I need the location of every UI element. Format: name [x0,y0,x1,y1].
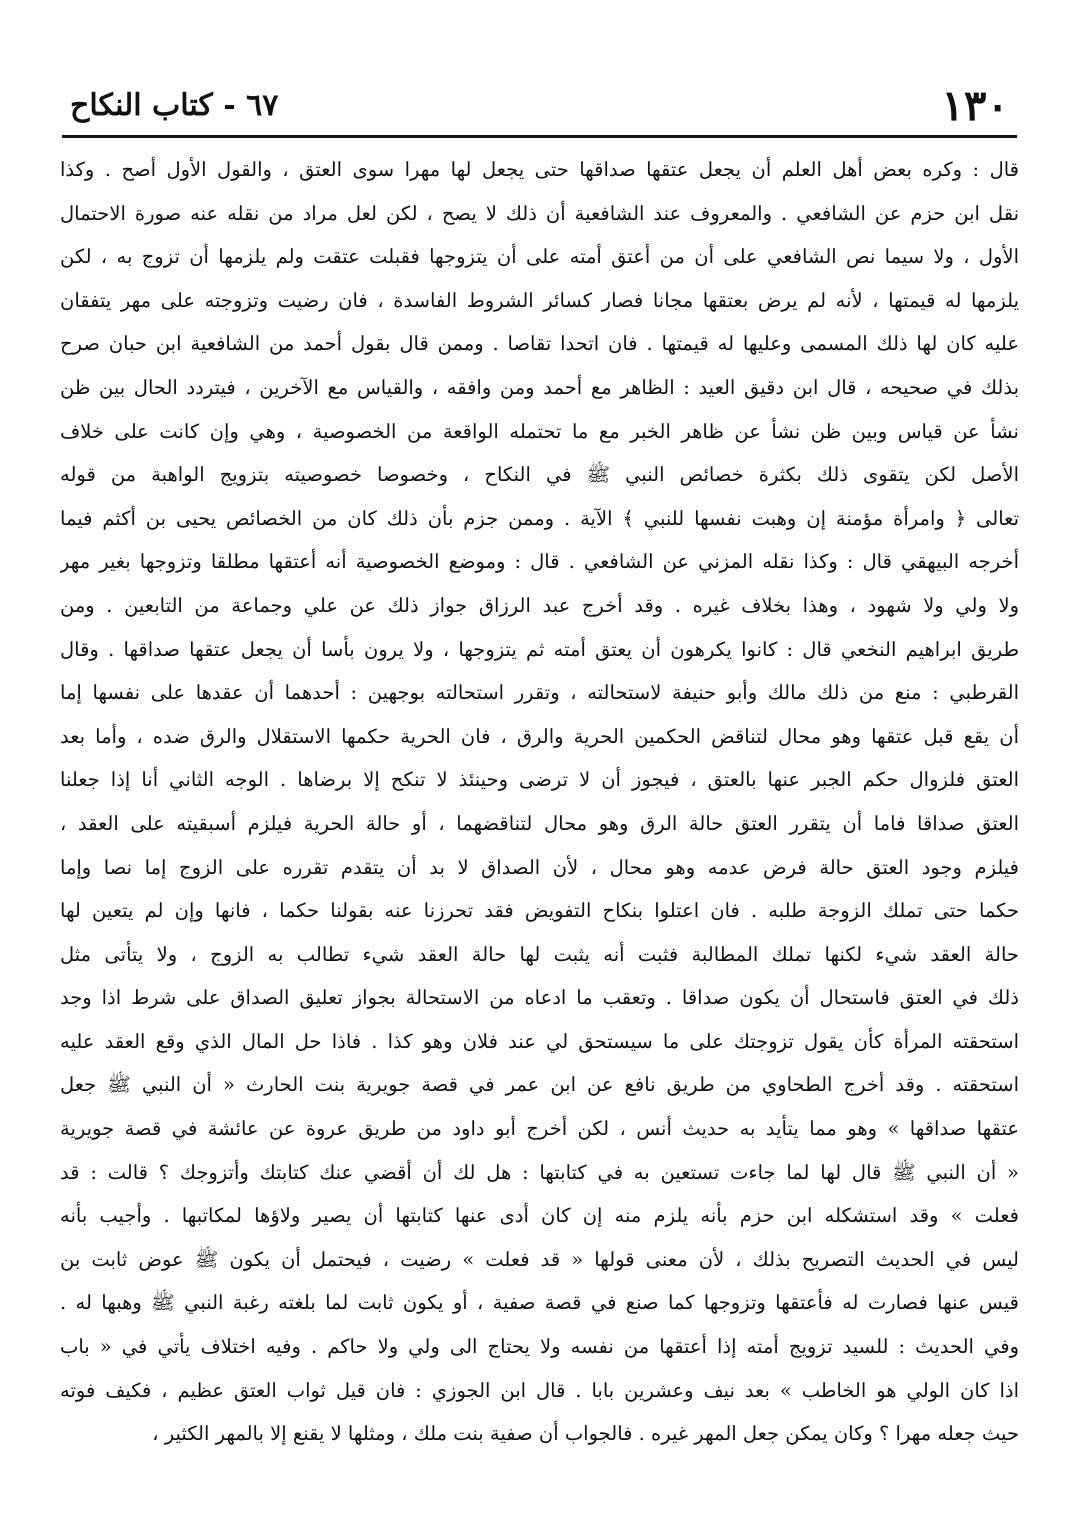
text-line: الأصل لكن يتقوى ذلك بكثرة خصائص النبي ﷺ في النكاح ، وخصوصا خصوصيته بتزويج الواهبة من قوله [60,463,1019,487]
text-line: نشأ عن قياس وبين ظن نشأ عن ظاهر الخبر مع ما تحتمله الواقعة من الخصوصية ، وهي وإن كانت على خلاف [60,419,1019,443]
text-line: استحقته . وقد أخرج الطحاوي من طريق نافع عن ابن عمر في قصة جويرية بنت الحارث « أن النبي ﷺ جعل [60,1073,1019,1097]
text-line: وفي الحديث : للسيد تزويج أمته إذا أعتقها من نفسه ولا يحتاج الى ولي ولا حاكم . وفيه اختلاف يأتي في « باب [60,1335,1019,1359]
page-number: ١٣٠ [941,81,1009,130]
text-line: تعالى ﴿ وامرأة مؤمنة إن وهبت نفسها للنبي ﴾ الآية . وممن جزم بأن ذلك كان من الخصائص يحيى بن أكثم فيما [60,506,1019,530]
text-line: عتقها صداقها » وهو مما يتأيد به حديث أنس ، لكن أخرج أبو داود من طريق عروة عن عائشة في قصة جويرية [60,1117,1019,1141]
running-title: ٦٧ - كتاب النكاح [70,88,279,123]
text-line: العتق فلزوال حكم الجبر عنها بالعتق ، فيجوز أن لا ترضى وحينئذ لا تنكح إلا برضاها . الوجه الثاني أنا إذا جعلنا [60,768,1019,792]
text-line: ذلك في العتق فاستحال أن يكون صداقا . وتعقب ما ادعاه من الاستحالة بجواز تعليق الصداق على شرط اذا وجد [60,986,1019,1010]
text-line: طريق ابراهيم النخعي قال : كانوا يكرهون أن يعتق أمته ثم يتزوجها ، ولا يرون بأسا أن يجعل عتقها صداقها . وقال [60,637,1019,661]
text-line: الأول ، ولا سيما نص الشافعي على أن من أعتق أمته على أن يتزوجها فقبلت عتقت ولم يلزمها أن تزوج به ، لكن [60,245,1019,269]
text-line: قيس عنها فصارت له فأعتقها وتزوجها كما صنع في قصة صفية ، أو يكون ثابت لما بلغته رغبة النبي ﷺ وهبها له . [60,1291,1019,1315]
text-line: بذلك في صحيحه ، قال ابن دقيق العيد : الظاهر مع أحمد ومن وافقه ، والقياس مع الآخرين ، فيتردد الحال بين ظن [60,375,1019,399]
text-line: ليس في الحديث التصريح بذلك ، لأن معنى قولها « قد فعلت » رضيت ، فيحتمل أن يكون ﷺ عوض ثابت بن [60,1247,1019,1271]
text-line: يلزمها له قيمتها ، لأنه لم يرض بعتقها مجانا فصار كسائر الشروط الفاسدة ، فان رضيت وتزوجته على مهر يتفقان [60,288,1019,312]
text-line: فعلت » وقد استشكله ابن حزم بأنه يلزم منه إن كان أدى عنها كتابتها أن يصير ولاؤها لمكاتبها . وأجيب بأنه [60,1204,1019,1228]
text-line: استحقته المرأة كأن يقول تزوجتك على ما سيستحق لي عند فلان وهو كذا . فاذا حل المال الذي وقع العقد عليه [60,1029,1019,1053]
text-line: حالة العقد شيء لكنها تملك المطالبة فثبت أنه يثبت لها حالة العقد شيء تطالب به الزوج ، ولا يتأتى مثل [60,942,1019,966]
text-line: أخرجه البيهقي قال : وكذا نقله المزني عن الشافعي . قال : وموضع الخصوصية أنه أعتقها مطلقا وتزوجها بغير مهر [60,550,1019,574]
body-text [60,148,1019,1456]
text-line: ولا ولي ولا شهود ، وهذا بخلاف غيره . وقد أخرج عبد الرزاق جواز ذلك عن علي وجماعة من التابعين . ومن [60,593,1019,617]
text-line: اذا كان الولي هو الخاطب » بعد نيف وعشرين بابا . قال ابن الجوزي : فان قيل ثواب العتق عظيم ، فكيف فوته [60,1378,1019,1402]
text-line: العتق صداقا فاما أن يتقرر العتق حالة الرق وهو محال لتناقضهما ، أو حالة الحرية فيلزم أسبقيته على العقد ، [60,811,1019,835]
text-line: حكما حتى تملك الزوجة طلبه . فان اعتلوا بنكاح التفويض فقد تحرزنا عنه بقولنا حكما ، فانها وإن لم يتعين لها [60,899,1019,923]
text-line: القرطبي : منع من ذلك مالك وأبو حنيفة لاستحالته ، وتقرر استحالته بوجهين : أحدهما أن عقدها على نفسها إما [60,681,1019,705]
page-header [60,78,1019,134]
text-line: فيلزم وجود العتق حالة فرض عدمه وهو محال ، لأن الصداق لا بد أن يتقدم تقرره على الزوج إما نصا وإما [60,855,1019,879]
header-rule [62,135,1017,138]
text-line: عليه كان لها ذلك المسمى وعليها له قيمتها . فان اتحدا تقاصا . وممن قال بقول أحمد من الشافعية ابن حبان صرح [60,332,1019,356]
text-line: قال : وكره بعض أهل العلم أن يجعل عتقها صداقها حتى يجعل لها مهرا سوى العتق ، والقول الأول أصح . وكذا [60,158,1019,181]
text-line: حيث جعله مهرا ؟ وكان يمكن جعل المهر غيره . فالجواب أن صفية بنت ملك ، ومثلها لا يقنع إلا بالمهر الكثير ، [152,1422,1019,1446]
text-line: نقل ابن حزم عن الشافعي . والمعروف عند الشافعية أن ذلك لا يصح ، لكن لعل مراد من نقله عنه صورة الاحتمال [60,201,1019,225]
text-line: « أن النبي ﷺ قال لها لما جاءت تستعين به في كتابتها : هل لك أن أقضي عنك كتابتك وأتزوجك ؟ قالت : قد [60,1160,1019,1184]
text-line: أن يقع قبل عتقها وهو محال لتناقض الحكمين الحرية والرق ، فان الحرية حكمها الاستقلال والرق ضده ، وأما بعد [60,724,1019,748]
